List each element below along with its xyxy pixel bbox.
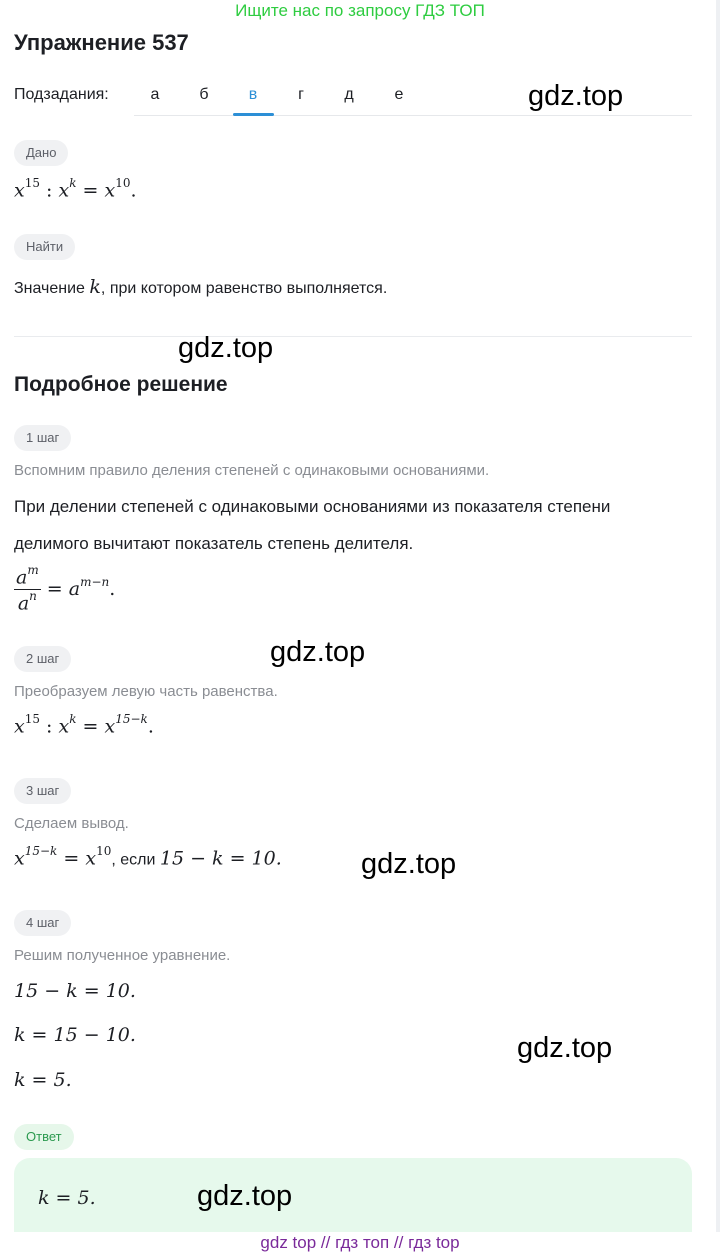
tab-v[interactable]: в bbox=[248, 86, 258, 103]
tab-a[interactable]: а bbox=[150, 86, 160, 103]
subtasks-label: Подзадания: bbox=[14, 86, 109, 103]
step-1-chip: 1 шаг bbox=[14, 425, 71, 451]
watermark: gdz.top bbox=[517, 1032, 613, 1064]
step-3-hint: Сделаем вывод. bbox=[14, 815, 129, 832]
answer-chip: Ответ bbox=[14, 1124, 74, 1150]
given-expression: $x^{15}$ : $x^k = x^{10}$. bbox=[14, 176, 137, 202]
step-2-hint: Преобразуем левую часть равенства. bbox=[14, 683, 278, 700]
step-2-formula: $x^{15}$ : $x^k = x^{15-k}$. bbox=[14, 712, 154, 738]
tab-e[interactable]: е bbox=[394, 86, 404, 103]
tab-d[interactable]: д bbox=[344, 86, 354, 103]
tab-g[interactable]: г bbox=[298, 86, 304, 103]
tabs-divider bbox=[134, 115, 692, 116]
step-4-hint: Решим полученное уравнение. bbox=[14, 947, 231, 964]
watermark: gdz.top bbox=[361, 848, 457, 880]
step-1-hint: Вспомним правило деления степеней с одинаковыми основаниями. bbox=[14, 462, 490, 479]
step-4-line-3: k = 5. bbox=[14, 1069, 72, 1091]
watermark: gdz.top bbox=[270, 636, 366, 668]
watermark: gdz.top bbox=[178, 332, 274, 364]
watermark: gdz.top bbox=[528, 80, 624, 112]
active-tab-indicator bbox=[233, 113, 274, 116]
section-divider bbox=[14, 336, 692, 337]
answer-value: k = 5. bbox=[38, 1187, 96, 1209]
step-1-formula: $\frac{a^m}{a^n}$ = $a^{m-n}$. bbox=[16, 563, 116, 615]
find-text: Значение k, при котором равенство выполняется. bbox=[14, 276, 388, 298]
step-3-formula: $x^{15-k} = x^{10}$, если 15 − k = 10. bbox=[14, 844, 282, 870]
top-banner[interactable]: Ищите нас по запросу ГДЗ ТОП bbox=[235, 1, 485, 20]
tab-b[interactable]: б bbox=[199, 86, 209, 103]
step-3-chip: 3 шаг bbox=[14, 778, 71, 804]
find-chip: Найти bbox=[14, 234, 75, 260]
step-4-line-2: k = 15 − 10. bbox=[14, 1024, 136, 1046]
solution-title: Подробное решение bbox=[14, 373, 228, 396]
footer-links[interactable]: gdz top // гдз топ // гдз top bbox=[0, 1232, 720, 1258]
page-title: Упражнение 537 bbox=[14, 30, 189, 55]
step-1-text-line1: При делении степеней с одинаковыми основаниями из показателя степени bbox=[14, 497, 611, 516]
step-4-chip: 4 шаг bbox=[14, 910, 71, 936]
given-chip: Дано bbox=[14, 140, 68, 166]
step-1-text-line2: делимого вычитают показатель степень делителя. bbox=[14, 534, 414, 553]
step-4-line-1: 15 − k = 10. bbox=[14, 980, 136, 1002]
watermark: gdz.top bbox=[197, 1180, 293, 1212]
step-2-chip: 2 шаг bbox=[14, 646, 71, 672]
page-edge bbox=[716, 0, 720, 1258]
